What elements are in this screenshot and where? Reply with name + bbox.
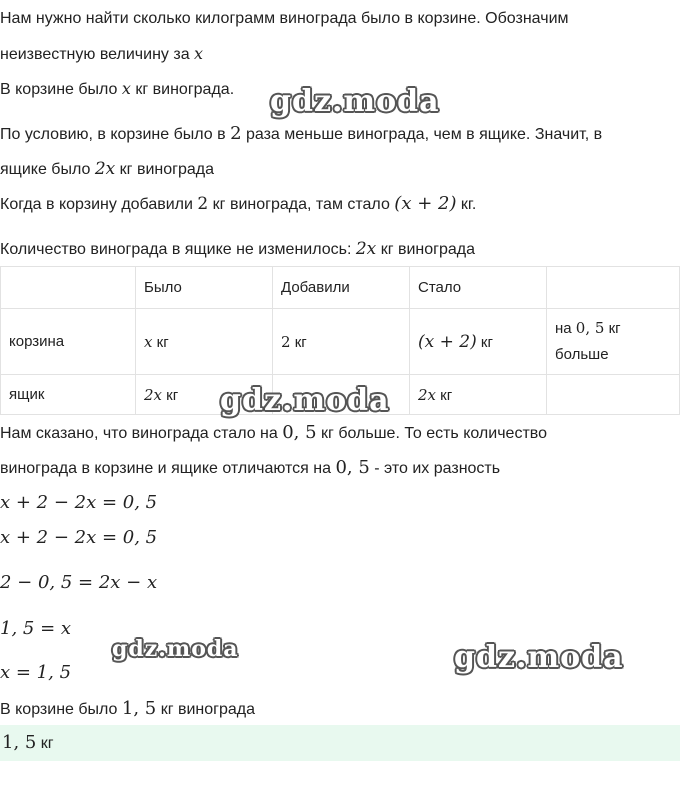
text-line-3: В корзине было x кг винограда. xyxy=(0,79,235,98)
math-x: x xyxy=(121,79,131,98)
table-cell: 2x кг xyxy=(136,375,273,415)
watermark: gdz.moda xyxy=(270,84,440,119)
text-line-2: неизвестную величину за x xyxy=(0,44,204,63)
text-line-10: В корзине было 1, 5 кг винограда xyxy=(0,698,256,719)
table-cell: 2x кг xyxy=(410,375,547,415)
equation-4: 1, 5 = x xyxy=(0,618,72,639)
table-header-row xyxy=(1,267,680,309)
text-line-1 xyxy=(0,8,569,30)
table-cell: (x + 2) кг xyxy=(410,309,547,375)
text-line-4: По условию, в корзине было в 2 раза меньше винограда, чем в ящике. Значит, в xyxy=(0,123,603,144)
table-header-cell xyxy=(547,267,680,309)
table-cell: ящик xyxy=(1,375,136,415)
table-row xyxy=(1,309,680,375)
text-line-6: Когда в корзину добавили 2 кг винограда, там стало (x + 2) кг. xyxy=(0,193,477,214)
table-cell: на 0, 5 кг больше xyxy=(547,309,680,375)
table-row xyxy=(1,375,680,415)
table-header-cell: Было xyxy=(136,267,273,309)
watermark: gdz.moda xyxy=(454,640,624,675)
math-expression: 2x xyxy=(355,239,377,259)
watermark: gdz.moda xyxy=(112,636,239,662)
math-number: 2 xyxy=(197,194,209,214)
math-x: x xyxy=(194,44,204,63)
math-number: 2 xyxy=(230,123,242,144)
table-cell: корзина xyxy=(1,309,136,375)
answer-unit: кг xyxy=(36,735,54,752)
math-number: 1, 5 xyxy=(121,698,157,719)
answer-box xyxy=(0,725,680,761)
equation-3: 2 − 0, 5 = 2x − x xyxy=(0,572,158,593)
table-header-cell: Стало xyxy=(410,267,547,309)
equation-2: x + 2 − 2x = 0, 5 xyxy=(0,527,158,548)
watermark: gdz.moda xyxy=(220,383,390,418)
table-cell: 2 кг xyxy=(273,309,410,375)
table-header-cell xyxy=(1,267,136,309)
text-line-9: винограда в корзине и ящике отличаются на 0, 5 - это их разность xyxy=(0,457,501,478)
math-number: 0, 5 xyxy=(335,457,370,478)
text: Нам нужно найти сколько килограмм винограда было в корзине. Обозначим xyxy=(0,10,569,27)
text-line-8: Нам сказано, что винограда стало на 0, 5 кг больше. То есть количество xyxy=(0,422,547,443)
equation-1: x + 2 − 2x = 0, 5 xyxy=(0,492,158,513)
table-cell xyxy=(273,375,410,415)
math-expression: (x + 2) xyxy=(394,193,457,214)
data-table xyxy=(0,266,680,415)
equation-5: x = 1, 5 xyxy=(0,662,72,683)
math-number: 0, 5 xyxy=(282,422,317,443)
table-cell xyxy=(547,375,680,415)
answer-value: 1, 5 xyxy=(2,732,37,753)
math-expression: 2x xyxy=(94,159,116,179)
text-line-5: ящике было 2x кг винограда xyxy=(0,159,214,179)
table-cell: x кг xyxy=(136,309,273,375)
table-header-cell: Добавили xyxy=(273,267,410,309)
text-line-7: Количество винограда в ящике не изменилось: 2x кг винограда xyxy=(0,239,476,259)
